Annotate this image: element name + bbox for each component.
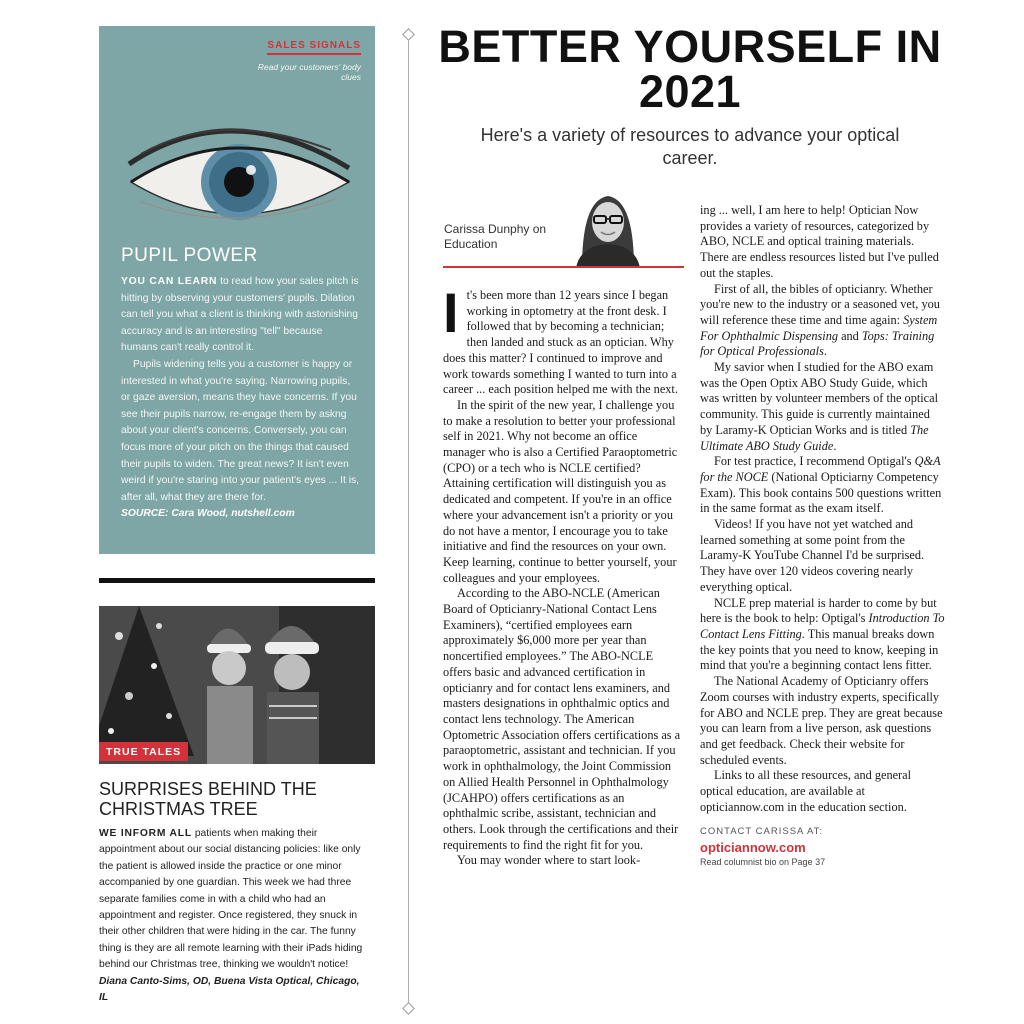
- article-column-1: [443, 281, 681, 869]
- article-paragraph-7: My savior when I studied for the ABO exam was the Open Optix ABO Study Guide, which was written by volunteer members of the optical community. This guide is currently maintained by Laramy-K Optician Works and is titled The Ultimate ABO Study Guide.: [700, 360, 939, 453]
- contact-label: CONTACT CARISSA AT:: [700, 826, 823, 838]
- article-paragraph-6: First of all, the bibles of opticianry. Whether you're new to the industry or a seasoned vet, you will reference these time and time again: System For Ophthalmic Dispensing and Tops: Training for Optical Professionals.: [700, 281, 940, 359]
- article-paragraph-12: Links to all these resources, and general optical education, are available at opticiannow.com in the education section.: [700, 768, 912, 814]
- christmas-story-body: [99, 826, 369, 1006]
- article-byline: Carissa Dunphy on Education: [444, 222, 547, 251]
- pupil-power-body: [121, 274, 359, 523]
- true-tales-tag: TRUE TALES: [99, 742, 188, 761]
- section-divider-rule: [99, 578, 375, 583]
- article-paragraph-5: ing ... well, I am here to help! Optician Now provides a variety of resources, categorized by ABO, NCLE and optical training materials. There are endless resources listed but I've pulled out the staples.: [700, 203, 939, 280]
- article-paragraph-8: For test practice, I recommend Optigal's Q&A for the NOCE (National Opticiarny Competency Exam). This book contains 500 questions written in the same format as the exam itself.: [700, 454, 942, 516]
- article-column-2: [700, 203, 945, 869]
- pupil-power-title: PUPIL POWER: [121, 245, 258, 266]
- article-paragraph-3: According to the ABO-NCLE (American Board of Opticianry-National Contact Lens Examiners), “certified employees earn approximately $6,000 more per year than noncertified employees.” The ABO-NCLE offers basic and advanced certification in opticianry and for contact lens examiners, and masters designations in ophthalmic optics and contact lens technology. The American Optometric Association offers certifications as a paraoptometric, assistant and technician. If you work in ophthalmology, the Joint Commission on Allied Health Personnel in Ophthalmology (JCAHPO) offers certifications as an ophthalmic scribe, assistant, technician and others. Look through the certifications and their requirements to find the right fit for you.: [443, 586, 681, 852]
- divider-diamond-top: [402, 28, 415, 41]
- sales-signals-sidebar: [99, 26, 375, 554]
- article-paragraph-9: Videos! If you have not yet watched and learned something at some point from the Laramy-K YouTube Channel I'd be surprised. They have over 120 videos covering nearly everything optical.: [700, 517, 925, 594]
- bio-note: Read columnist bio on Page 37: [700, 857, 826, 868]
- pupil-lead-in: YOU CAN LEARN: [121, 276, 218, 287]
- christmas-lead-in: WE INFORM ALL: [99, 828, 192, 839]
- pupil-paragraph-1: to read how your sales pitch is hitting by observing your customers' pupils. Dilation can tell you what a client is thinking with astonishing accuracy and is an interesting "tell" because humans can't really control it.: [121, 276, 359, 354]
- christmas-story-signature: Diana Canto-Sims, OD, Buena Vista Optical, Chicago, IL: [99, 975, 360, 1004]
- article-paragraph-11: The National Academy of Opticianry offers Zoom courses with industry experts, specifically for ABO and NCLE prep. They are great because you can learn from a live person, ask questions and get feedback. Check their website for scheduled events.: [700, 674, 943, 767]
- article-paragraph-4: You may wonder where to start look-: [457, 853, 641, 868]
- byline-rule: [443, 266, 684, 268]
- divider-diamond-bottom: [402, 1002, 415, 1015]
- eye-illustration: [111, 106, 363, 241]
- sales-signals-tag: SALES SIGNALS: [267, 40, 361, 55]
- christmas-kids-photo: [99, 606, 375, 764]
- drop-cap: I: [443, 281, 459, 344]
- article-paragraph-10: NCLE prep material is harder to come by but here is the book to help: Optigal's Introduction To Contact Lens Fitting. This manual breaks down the key points that you need to know, keeping in mind that you're a beginning contact lens fitter.: [700, 595, 945, 673]
- christmas-story-text: patients when making their appointment about our social distancing policies: like only the patient is allowed inside the practice or one minor accompanied by one guardian. This week we had three separate families come in with a child who had an appointment and register. Once registered, they snuck in their other children that were hiding in the car. The funny thing is they are all remote learning with their iPads hiding behind our Christmas tree, thinking we wouldn't notice!: [99, 828, 363, 971]
- article-headline: BETTER YOURSELF IN 2021: [438, 21, 942, 117]
- article-paragraph-1: t's been more than 12 years since I began working in optometry at the front desk. I followed that by becoming a technician; then landed and stuck as an optician. Why does this matter? I continued to improve and work towards something I wanted to turn into a career ... each position helped me with the next.: [443, 288, 678, 397]
- column-divider: [408, 28, 409, 1013]
- sales-signals-subtitle: Read your customers' body clues: [257, 62, 361, 83]
- pupil-paragraph-2: Pupils widening tells you a customer is happy or interested in what you're saying. Narrowing pupils, or gaze aversion, means they have concerns. If you see their pupils narrow, re-engage them by askng about your client's concerns. Conversely, you can focus more of your pitch on the things that caused their pupils to widen. The great news? It isn't even weird if you're staring into your patient's eyes ... It is, after all, what they are there for.: [121, 358, 360, 503]
- article-subhead: Here's a variety of resources to advance your optical career.: [480, 125, 900, 168]
- author-headshot: [568, 182, 648, 268]
- contact-link[interactable]: opticiannow.com: [700, 840, 806, 856]
- article-paragraph-2: In the spirit of the new year, I challenge you to make a resolution to better your professional self in 2021. Why not become an office manager who is also a Certified Paraoptometric (CPO) or a tech who is NCLE certified? Attaining certification will distinguish you as dedicated and competent. If you're in an office where your advancement isn't a priority or you do not have a mentor, I encourage you to take initiative and find the resources on your own. Keep learning, continue to better yourself, your colleagues and your employees.: [443, 397, 678, 585]
- christmas-story-title: SURPRISES BEHIND THE CHRISTMAS TREE: [99, 779, 317, 819]
- pupil-source: SOURCE: Cara Wood, nutshell.com: [121, 508, 295, 520]
